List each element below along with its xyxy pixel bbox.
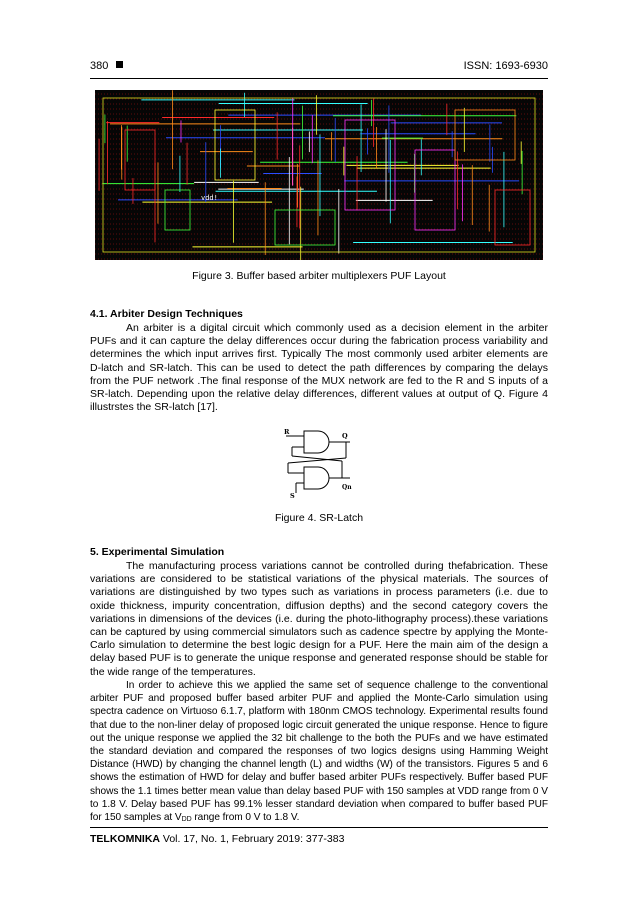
section-5-heading: 5. Experimental Simulation bbox=[90, 546, 225, 558]
page-number: 380 bbox=[90, 60, 123, 72]
section-5-paragraph-1: The manufacturing process variations cannot be controlled during thefabrication. These variations are considered to be statistical variations of the physical materials. The sources of variations are distinguished by two types such as variations in process parameters (i.e. due to oxide thickness, impurity concentration, diffusion depths) and the second category covers the variations in dimensions of the devices (i.e. during the photo-lithography process).these variations can be captured by using commercial simulators such as cadence spectre by applying the Monte-Carlo simulation to determine the best logic design for a PUF. Here the main aim of the design a delay based PUF is to generate the unique response and generated response should be stable for the wide range of the temperatures. bbox=[90, 560, 548, 678]
page-header bbox=[90, 60, 548, 76]
figure3-caption: Figure 3. Buffer based arbiter multiplexers PUF Layout bbox=[192, 270, 446, 282]
sr-latch-graphic bbox=[280, 425, 362, 500]
r-input-label: R bbox=[284, 428, 290, 436]
header-rule bbox=[90, 78, 548, 79]
journal-name: TELKOMNIKA bbox=[90, 833, 160, 845]
page-footer bbox=[90, 833, 344, 845]
s-input-label: S bbox=[290, 492, 295, 500]
q-output-label: Q bbox=[342, 432, 348, 440]
figure3-layout-image bbox=[95, 90, 543, 260]
figure4-sr-latch-diagram bbox=[280, 425, 362, 500]
vdd-label: vdd! bbox=[201, 194, 218, 202]
citation-text: Vol. 17, No. 1, February 2019: 377-383 bbox=[160, 833, 345, 845]
qn-output-label: Qn bbox=[342, 484, 352, 491]
square-bullet-icon bbox=[116, 61, 123, 68]
section-4-1-heading: 4.1. Arbiter Design Techniques bbox=[90, 308, 243, 320]
vdd-subscript: DD bbox=[181, 816, 192, 824]
layout-graphic bbox=[95, 90, 543, 260]
section-5-paragraph-2: In order to achieve this we applied the same set of sequence challenge to the conventional arbiter PUF and proposed buffer based arbiter PUF and applied the Monte-Carlo simulation using spectra cadence on Virtuoso 6.1.7, platform with 180nm CMOS technology. Experimental results found that due to the non-liner delay of proposed logic circuit generated the unique response. Hence to figure out the unique response we applied the 32 bit challenge to the both the PUFs and we have estimated the standard deviation and compared the responses of two logics designs using Hamming Weight Distance (HWD) by changing the channel length (L) and widths (W) of the transistors. Figures 5 and 6 shows the estimation of HWD for delay and buffer based arbiter PUFs respectively. Buffer based PUF shows the 1.1 times better mean value than delay based PUF with 150 samples at VDD range from 0 V to 1.8 V. Delay based PUF has 99.1% lesser standard deviation when compared to buffer based PUF for 150 samples at $V_{DD}$ range from 0 V to 1.8 V. bbox=[90, 680, 548, 824]
footer-rule bbox=[90, 827, 548, 828]
issn-label: ISSN: 1693-6930 bbox=[463, 60, 548, 72]
figure4-caption: Figure 4. SR-Latch bbox=[274, 512, 364, 524]
section-4-1-paragraph: An arbiter is a digital circuit which commonly used as a decision element in the arbiter PUFs and it can capture the delay differences occur during the fabrication process variability and determines the which input arrives first. Typically The most commonly used arbiter elements are D-latch and SR-latch. This can be used to detect the path differences by comparing the delays from the PUF network .The final response of the MUX network are fed to the R and S inputs of a SR-latch. Depending upon the relative delay differences, different values at output of Q. Figure 4 illustrstes the SR-latch [17]. bbox=[90, 322, 548, 414]
